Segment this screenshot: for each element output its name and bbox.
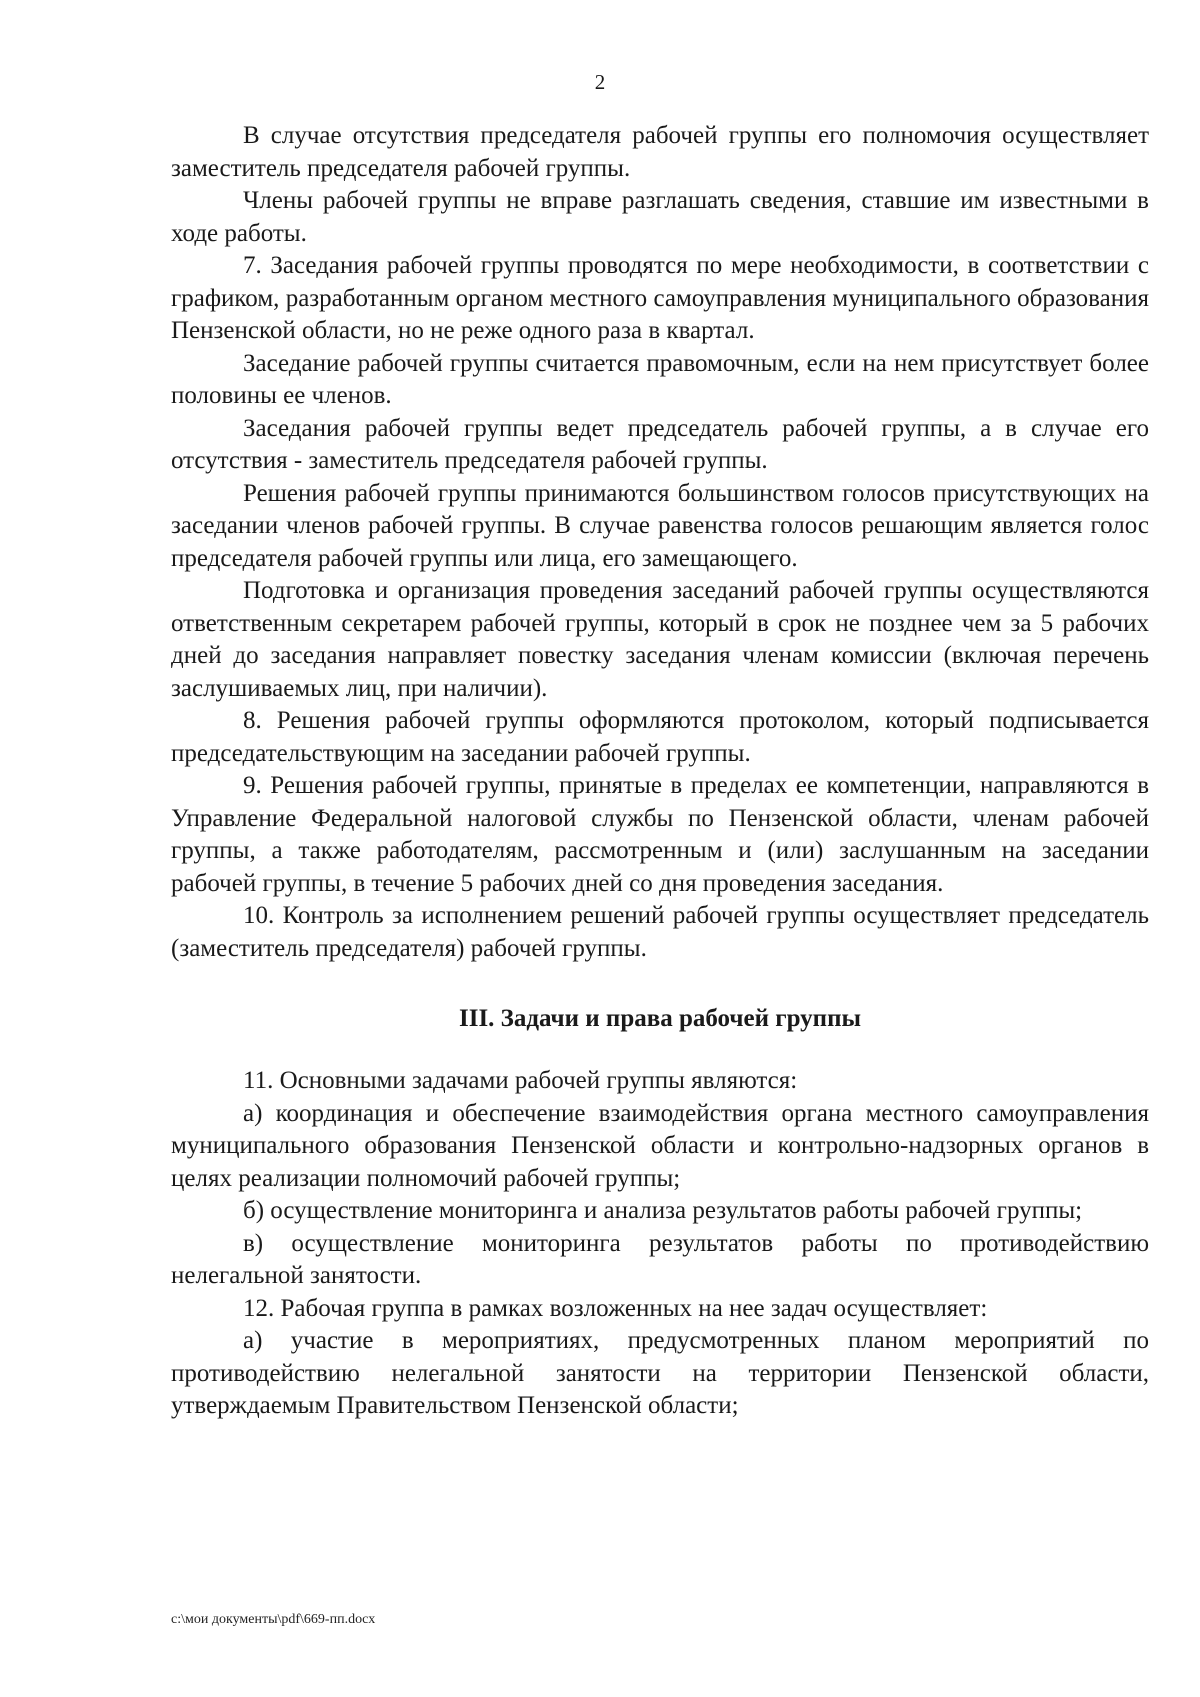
subitem-v: в) осуществление мониторинга результатов работы по противодействию нелегальной занятости. bbox=[171, 1229, 1149, 1289]
paragraph: Решения рабочей группы принимаются большинством голосов присутствующих на заседании членов рабочей группы. В случае равенства голосов решающим является голос председателя рабочей группы или лица, его замещающего. bbox=[171, 479, 1149, 572]
paragraph: Заседания рабочей группы ведет председатель рабочей группы, а в случае его отсутствия - заместитель председателя рабочей группы. bbox=[171, 414, 1149, 474]
paragraph-item-8: 8. Решения рабочей группы оформляются протоколом, который подписывается председательствующим на заседании рабочей группы. bbox=[171, 707, 1149, 767]
subitem-a: а) участие в мероприятиях, предусмотренных планом мероприятий по противодействию нелегальной занятости на территории Пензенской области, утверждаемым Правительством Пензенской области; bbox=[171, 1327, 1149, 1419]
paragraph-item-10: 10. Контроль за исполнением решений рабочей группы осуществляет председатель (заместитель председателя) рабочей группы. bbox=[171, 902, 1149, 962]
paragraph: Члены рабочей группы не вправе разглашать сведения, ставшие им известными в ходе работы. bbox=[171, 187, 1149, 247]
paragraph-item-12: 12. Рабочая группа в рамках возложенных на нее задач осуществляет: bbox=[243, 1294, 988, 1322]
subitem-a: а) координация и обеспечение взаимодействия органа местного самоуправления муниципального образования Пензенской области и контрольно-надзорных органов в целях реализации полномочий рабочей группы; bbox=[171, 1099, 1149, 1192]
document-body bbox=[171, 120, 1149, 1423]
paragraph-item-7: 7. Заседания рабочей группы проводятся по мере необходимости, в соответствии с графиком, разработанным органом местного самоуправления муниципального образования Пензенской области, но не реже одного раза в квартал. bbox=[171, 252, 1149, 344]
paragraph-item-11: 11. Основными задачами рабочей группы являются: bbox=[243, 1067, 798, 1094]
page-number: 2 bbox=[594, 70, 606, 94]
paragraph: Подготовка и организация проведения заседаний рабочей группы осуществляются ответственным секретарем рабочей группы, который в срок не позднее чем за 5 рабочих дней до заседания направляет повестку заседания членам комиссии (включая перечень заслушиваемых лиц, при наличии). bbox=[171, 577, 1149, 702]
paragraph: Заседание рабочей группы считается правомочным, если на нем присутствует более половины ее членов. bbox=[171, 349, 1149, 409]
footer-file-path: c:\мои документы\pdf\669-пп.docx bbox=[171, 1612, 376, 1627]
paragraph: В случае отсутствия председателя рабочей группы его полномочия осуществляет заместитель председателя рабочей группы. bbox=[171, 122, 1149, 182]
subitem-b: б) осуществление мониторинга и анализа результатов работы рабочей группы; bbox=[243, 1197, 1083, 1224]
section-heading: III. Задачи и права рабочей группы bbox=[458, 1005, 862, 1032]
paragraph-item-9: 9. Решения рабочей группы, принятые в пределах ее компетенции, направляются в Управление Федеральной налоговой службы по Пензенской области, членам рабочей группы, а также работодателям, рассмотренным и (или) заслушанным на заседании рабочей группы, в течение 5 рабочих дней со дня проведения заседания. bbox=[171, 772, 1149, 897]
